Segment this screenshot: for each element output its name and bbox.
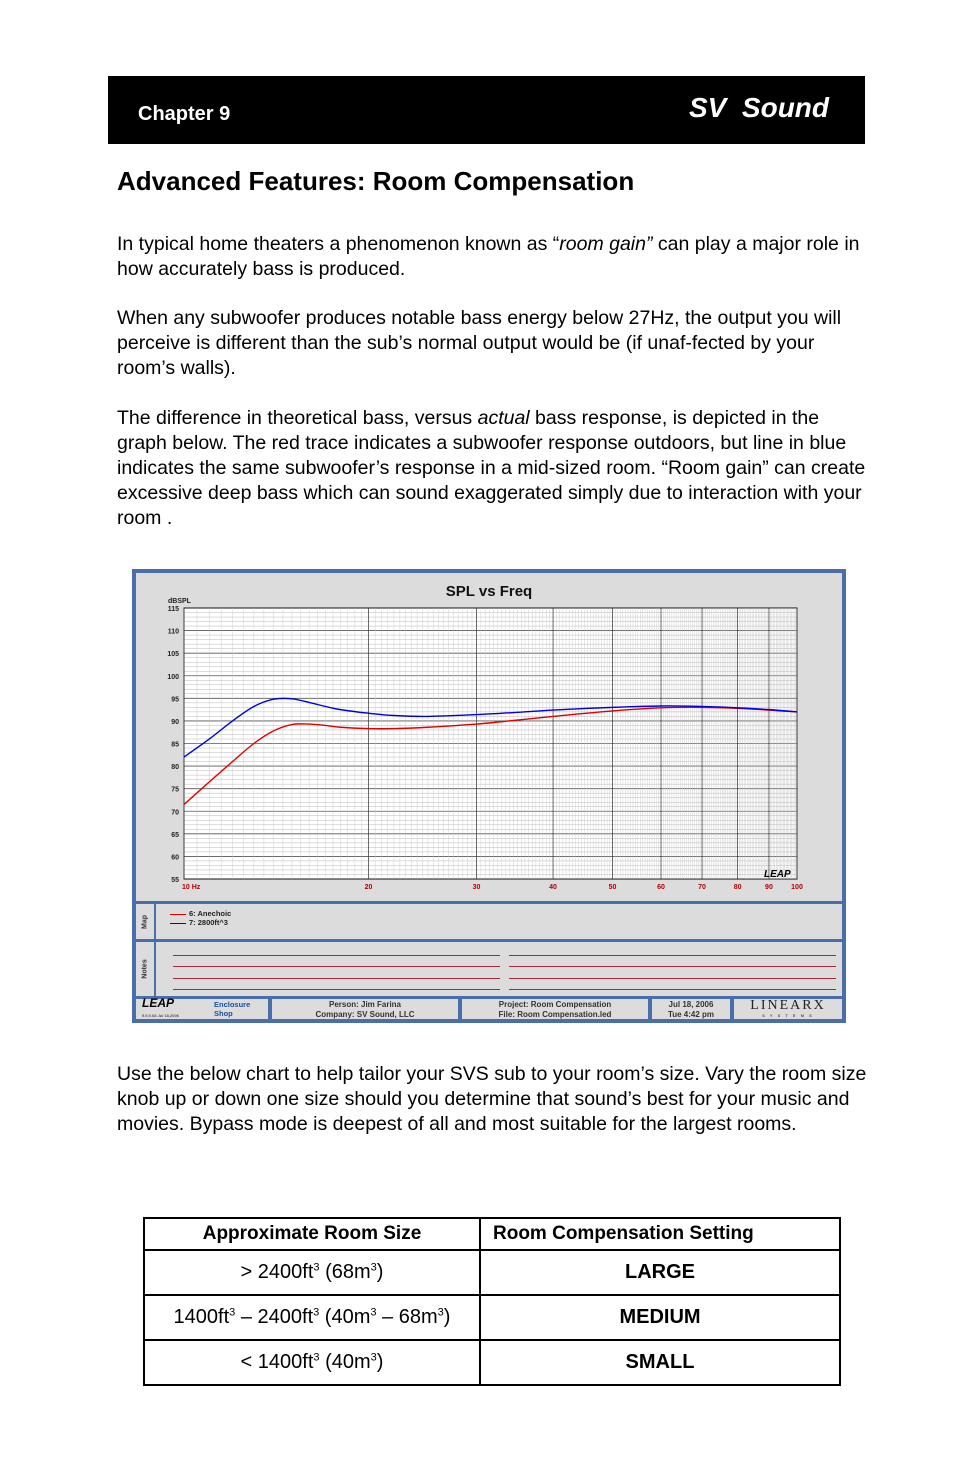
- linearx-logo: LINEARX: [750, 998, 826, 1013]
- paragraph-room-gain: In typical home theaters a phenomenon known as “room gain” can play a major role in how accurately bass is produced.: [117, 233, 860, 280]
- chapter-label: Chapter 9: [138, 103, 231, 125]
- column-header-room-size: Approximate Room Size: [144, 1218, 480, 1250]
- brand-title: SV Sound: [689, 92, 829, 123]
- column-header-setting: Room Compensation Setting: [480, 1218, 840, 1250]
- notes-line: [173, 978, 500, 979]
- shop-label: Shop: [214, 1009, 233, 1018]
- notes-line: [509, 989, 836, 990]
- setting-cell: MEDIUM: [480, 1295, 840, 1340]
- y-tick-label: 65: [171, 831, 179, 839]
- notes-line: [509, 955, 836, 956]
- table-row: [144, 1340, 840, 1385]
- y-tick-label: 105: [167, 651, 179, 659]
- notes-line: [509, 966, 836, 967]
- table-row: [144, 1250, 840, 1295]
- y-tick-label: 60: [171, 854, 179, 862]
- notes-line: [509, 978, 836, 979]
- chart-footer: [136, 996, 842, 1019]
- page-title: Advanced Features: Room Compensation: [117, 166, 635, 196]
- table-header-row: [144, 1218, 840, 1250]
- y-tick-label: 95: [171, 696, 179, 704]
- y-tick-label: 85: [171, 741, 179, 749]
- y-tick-label: 70: [171, 809, 179, 817]
- chapter-header-bar: [108, 76, 865, 144]
- legend-item-2800ft3: 7: 2800ft^3: [170, 918, 228, 927]
- setting-cell: SMALL: [480, 1340, 840, 1385]
- notes-side-label: Notes: [136, 942, 156, 996]
- leap-logo: LEAP: [142, 996, 175, 1010]
- map-side-label: Map: [136, 904, 156, 939]
- x-tick-label: 10 Hz: [182, 884, 201, 891]
- notes-box: [136, 942, 842, 996]
- x-tick-label: 100: [791, 884, 803, 891]
- legend-swatch-red: [170, 914, 186, 915]
- y-axis-label: dBSPL: [168, 598, 191, 605]
- y-tick-label: 75: [171, 786, 179, 794]
- notes-line: [173, 989, 500, 990]
- footer-linearx-cell: [734, 999, 842, 1019]
- spl-vs-freq-chart: [136, 573, 842, 901]
- linearx-systems: S Y S T E M S: [762, 1013, 814, 1018]
- legend-swatch-blue: [170, 923, 186, 924]
- footer-leap-cell: [136, 996, 268, 1019]
- x-tick-label: 50: [608, 884, 617, 891]
- y-tick-label: 90: [171, 718, 179, 726]
- notes-line: [173, 966, 500, 967]
- y-tick-label: 110: [167, 628, 179, 636]
- version-text: 5.0.0.68 Jul 18,2006: [142, 1013, 179, 1018]
- notes-line: [173, 955, 500, 956]
- y-tick-label: 80: [171, 764, 179, 772]
- x-tick-label: 40: [549, 884, 557, 891]
- footer-date-cell: Jul 18, 2006 Tue 4:42 pm: [652, 999, 730, 1019]
- footer-person-cell: Person: Jim Farina Company: SV Sound, LLC: [272, 999, 458, 1019]
- room-size-cell: > $2400ft^3$ $(68m^3)$: [144, 1250, 480, 1295]
- enclosure-label: Enclosure: [214, 1000, 251, 1009]
- room-size-cell: $1400ft^3 - 2400ft^3$ $(40m^3 - 68m^3)$: [144, 1295, 480, 1340]
- table-row: [144, 1295, 840, 1340]
- room-compensation-table: [143, 1217, 841, 1386]
- y-tick-label: 55: [171, 877, 179, 884]
- paragraph-graph-description: The difference in theoretical bass, versus actual bass response, is depicted in the graph below. The red trace indicates a subwoofer response outdoors, but line in blue indicates the same subwoofer’s response in a mid-sized room. “Room gain” can create excessive deep bass which can sound exaggerated simply due to interaction with your room .: [117, 407, 866, 529]
- x-tick-label: 70: [698, 884, 706, 891]
- room-size-cell: < $1400ft^3$ $(40m^3)$: [144, 1340, 480, 1385]
- paragraph-usage: Use the below chart to help tailor your SVS sub to your room’s size. Vary the room size knob up or down one size should you determine that sound’s best for your music and movies. Bypass mode is deepest of all and most suitable for the largest rooms.: [117, 1063, 867, 1135]
- x-tick-label: 20: [364, 884, 373, 891]
- leap-logo-plot: LEAP: [764, 869, 791, 880]
- map-legend-box: [136, 904, 842, 939]
- spl-chart-panel: [132, 569, 846, 1023]
- legend-item-anechoic: 6: Anechoic: [170, 909, 231, 918]
- setting-cell: LARGE: [480, 1250, 840, 1295]
- x-tick-label: 60: [657, 884, 665, 891]
- y-tick-label: 100: [167, 673, 179, 681]
- chart-title: SPL vs Freq: [445, 583, 533, 600]
- paragraph-bass-energy: When any subwoofer produces notable bass energy below 27Hz, the output you will perceive is different than the sub’s normal output would be (if unaf-fected by your room’s walls).: [117, 307, 842, 379]
- y-tick-label: 115: [167, 606, 179, 613]
- x-tick-label: 80: [733, 884, 742, 891]
- x-tick-label: 30: [472, 884, 481, 891]
- plot-area: [136, 573, 842, 901]
- x-tick-label: 90: [765, 884, 773, 891]
- footer-project-cell: Project: Room Compensation File: Room Compensation.led: [462, 999, 648, 1019]
